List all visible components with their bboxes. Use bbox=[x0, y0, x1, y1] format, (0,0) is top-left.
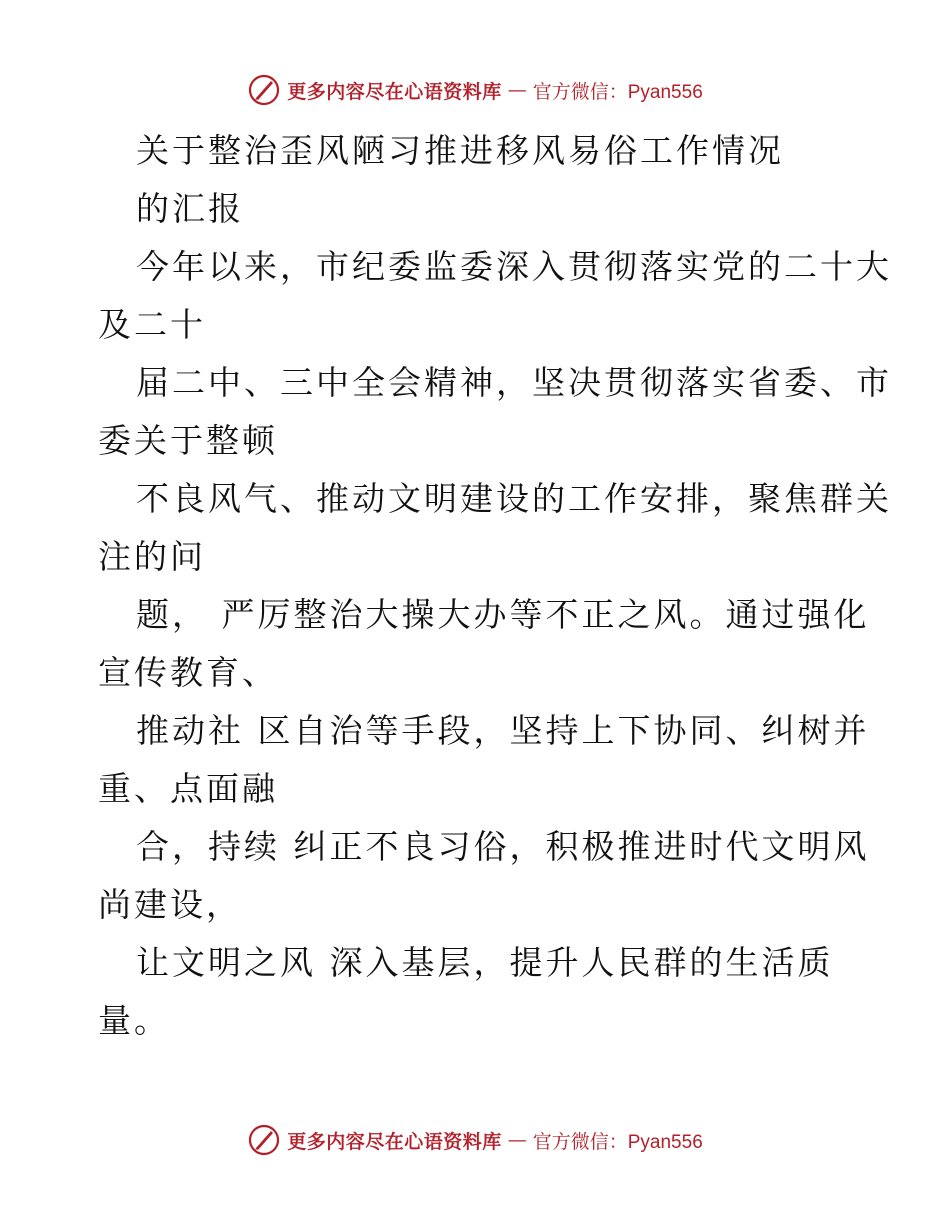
document-line: 届二中、三中全会精神，坚决贯彻落实省委、市 bbox=[136, 363, 892, 402]
document-line: 合，持续 纠正不良习俗，积极推进时代文明风 bbox=[136, 827, 870, 866]
header-watermark bbox=[0, 70, 950, 110]
document-line: 关于整治歪风陋习推进移风易俗工作情况 bbox=[136, 131, 784, 170]
watermark-wechat-text: 官方微信：Pyan556 bbox=[532, 1131, 703, 1153]
document-line: 尚建设， bbox=[98, 885, 242, 924]
document-line: 注的问 bbox=[98, 537, 206, 576]
document-line: 量。 bbox=[98, 1001, 170, 1040]
document-line: 委关于整顿 bbox=[98, 421, 278, 460]
quill-pen-logo-icon bbox=[247, 73, 281, 107]
document-line: 今年以来，市纪委监委深入贯彻落实党的二十大 bbox=[136, 247, 892, 286]
document-line: 让文明之风 深入基层，提升人民群的生活质 bbox=[136, 943, 834, 982]
watermark-brand-text: 更多内容尽在心语资料库 bbox=[287, 1130, 502, 1153]
document-line: 题， 严厉整治大操大办等不正之风。通过强化 bbox=[136, 595, 870, 634]
quill-pen-logo-icon bbox=[247, 1123, 281, 1157]
footer-watermark bbox=[0, 1120, 950, 1160]
document-line: 及二十 bbox=[98, 305, 206, 344]
document-body bbox=[98, 122, 892, 1050]
watermark-separator: — bbox=[507, 79, 527, 101]
watermark-separator: — bbox=[507, 1129, 527, 1151]
watermark-brand-text: 更多内容尽在心语资料库 bbox=[287, 80, 502, 103]
watermark-wechat-text: 官方微信：Pyan556 bbox=[532, 81, 703, 103]
document-line: 宣传教育、 bbox=[98, 653, 278, 692]
document-line: 推动社 区自治等手段，坚持上下协同、纠树并 bbox=[136, 711, 870, 750]
document-line: 不良风气、推动文明建设的工作安排，聚焦群关 bbox=[136, 479, 892, 518]
document-line: 重、点面融 bbox=[98, 769, 278, 808]
document-line: 的汇报 bbox=[136, 189, 244, 228]
